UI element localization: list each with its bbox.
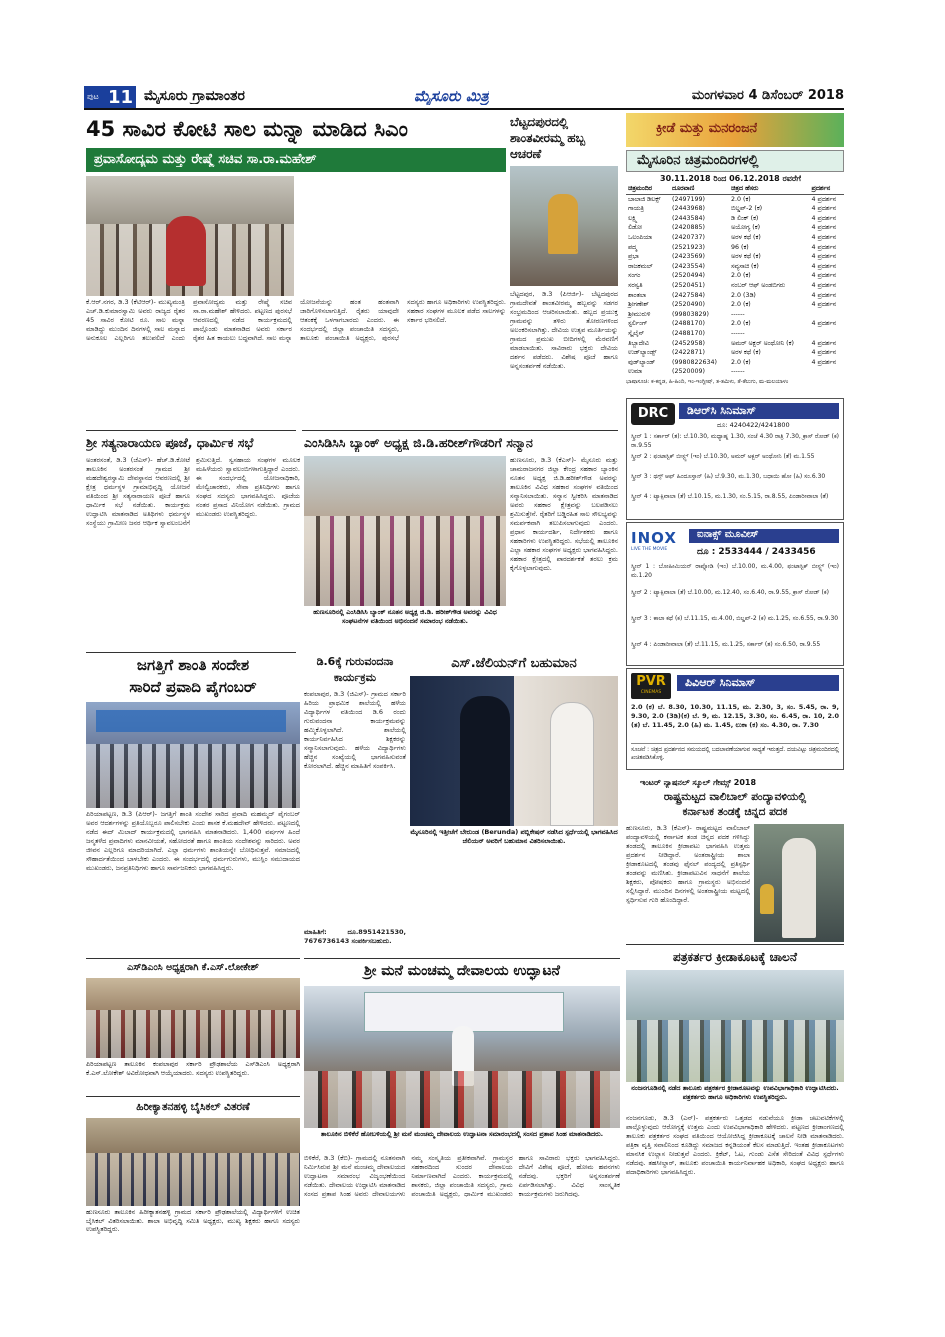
pvr-title: ಪಿವಿಆರ್ ಸಿನಿಮಾಸ್ [685, 676, 756, 689]
cinema-row [626, 291, 844, 301]
cinema-row [626, 348, 844, 358]
show-count: 4 ಪ್ರದರ್ಶನ [811, 320, 837, 328]
pvr-logo-text: PVR [636, 674, 666, 689]
temple-photo [304, 986, 620, 1128]
theatre-name: ಗಾಯತ್ರಿ [628, 205, 644, 213]
cinema-row [626, 310, 844, 320]
mcdcc-headline: ಎಂಸಿಡಿಸಿಸಿ ಬ್ಯಾಂಕ್ ಅಧ್ಯಕ್ಷ ಜಿ.ಡಿ.ಹರೀಶ್‌ಗೌಡರಿಗೆ ಸನ್ಮಾನ [304, 435, 533, 450]
athlete-figure [782, 838, 816, 938]
film-name: ಸವ್ಯಸಾಚಿ (ಕ) [730, 262, 759, 270]
temple-caption: ತಾಲೂಕಿನ ಬಿಳಿಕೆರೆ ಹೋಬಳಿಯಲ್ಲಿ ಶ್ರೀ ಮನೆ ಮಂಚಮ್ಮ ದೇವಾಲಯ ಉದ್ಘಾಟನಾ ಸಮಾರಂಭದಲ್ಲಿ ಸಂಸದ ಪ್ರತಾಪ ಸಿಂಹ ಮಾತನಾಡಿದರು. [320, 1130, 604, 1138]
inox-screen-3: ಸ್ಕ್ರೀನ್ 3 : ಕಾಲಾ ಕಥೆ (ಕ) ಬೆ.11.15, ಮ.4.00, ಬಿಲ್ಡಪ್-2 (ಕ) ಮ.1.25, ಸಂ.6.55, ರಾ.9.30 [631, 615, 839, 622]
temple-body: ಬಿಳಿಕೆರೆ, ಡಿ.3 (ಕೆಬಿ)- ಗ್ರಾಮದಲ್ಲಿ ನೂತನವಾಗಿ ನಿರ್ಮಿಸಿರುವ ಶ್ರೀ ಮನೆ ಮಂಚಮ್ಮ ದೇವಾಲಯದ ಉದ್ಘಾಟನಾ ಸಮಾರಂಭ ವಿಜೃಂಭಣೆಯಿಂದ ನಡೆಯಿತು. ದೇವಾಲಯ ಉದ್ಘಾಟಿಸಿ ಮಾತನಾಡಿದ ಸಂಸದ ಪ್ರತಾಪ ಸಿಂಹ ಅವರು ದೇವಾಲಯಗಳು ನಮ್ಮ ಸಂಸ್ಕೃತಿಯ ಪ್ರತೀಕವಾಗಿವೆ. ಗ್ರಾಮಸ್ಥರ ಸಹಕಾರದಿಂದ ಸುಂದರ ದೇವಾಲಯ ನಿರ್ಮಾಣವಾಗಿದೆ ಎಂದರು. ಕಾರ್ಯಕ್ರಮದಲ್ಲಿ ಶಾಸಕರು, ಜಿಲ್ಲಾ ಪಂಚಾಯಿತಿ ಸದಸ್ಯರು, ಗ್ರಾಮ ಪಂಚಾಯಿತಿ ಅಧ್ಯಕ್ಷರು, ಧಾರ್ಮಿಕ ಮುಖಂಡರು ಹಾಗೂ ಸಾವಿರಾರು ಭಕ್ತರು ಭಾಗವಹಿಸಿದ್ದರು. ದೇವಿಗೆ ವಿಶೇಷ ಪೂಜೆ, ಹೋಮ ಹವನಗಳು ನಡೆದವು. ಭಕ್ತರಿಗೆ ಅನ್ನಸಂತರ್ಪಣೆ ಏರ್ಪಡಿಸಲಾಗಿತ್ತು. ವಿವಿಧ ಸಾಂಸ್ಕೃತಿಕ ಕಾರ್ಯಕ್ರಮಗಳು ಜರುಗಿದವು. [304, 1154, 620, 1198]
theatre-name: ತಿಬ್ಬಾದೇವಿ [628, 339, 649, 347]
mcdcc-body-cont [304, 644, 618, 648]
cinema-language-note: ಭಾಷಾಸೂಚಿ: ಕ-ಕನ್ನಡ, ಹಿ-ಹಿಂದಿ, ಇಂ-ಇಂಗ್ಲೀಷ್, ತ-ತಮಿಳು, ತೆ-ತೆಲುಗು, ಮ-ಮಲಯಾಳಂ [626, 379, 789, 385]
show-count [810, 310, 844, 320]
lead-body: ಕೆ.ಆರ್.ನಗರ, ಡಿ.3 (ಕೆಟಿಆರ್)- ಮುಖ್ಯಮಂತ್ರಿ ಎಚ್.ಡಿ.ಕುಮಾರಸ್ವಾಮಿ ಅವರು ರಾಜ್ಯದ ರೈತರ 45 ಸಾವಿರ ಕೋಟಿ ರೂ. ಸಾಲ ಮನ್ನಾ ಮಾಡಿದ್ದು ಮುಂದಿನ ದಿನಗಳಲ್ಲಿ ಸಾಲ ಮನ್ನಾದ ಅನುಕೂಲ ಎಲ್ಲರಿಗೂ ತಲುಪಲಿದೆ ಎಂದು ಪ್ರವಾಸೋದ್ಯಮ ಮತ್ತು ರೇಷ್ಮೆ ಸಚಿವ ಸಾ.ರಾ.ಮಹೇಶ್ ಹೇಳಿದರು. ಪಟ್ಟಣದ ಪುರಸಭೆ ಆವರಣದಲ್ಲಿ ನಡೆದ ಕಾರ್ಯಕ್ರಮದಲ್ಲಿ ಪಾಲ್ಗೊಂಡು ಮಾತನಾಡಿದ ಅವರು ಸರ್ಕಾರ ರೈತರ ಹಿತ ಕಾಯಲು ಬದ್ಧವಾಗಿದೆ. ಸಾಲ ಮನ್ನಾ ಯೋಜನೆಯನ್ನು ಹಂತ ಹಂತವಾಗಿ ಜಾರಿಗೊಳಿಸಲಾಗುತ್ತಿದೆ. ರೈತರು ಯಾವುದೇ ಆತಂಕಕ್ಕೆ ಒಳಗಾಗಬಾರದು ಎಂದರು. ಈ ಸಂದರ್ಭದಲ್ಲಿ ಜಿಲ್ಲಾ ಪಂಚಾಯಿತಿ ಸದಸ್ಯರು, ತಾಲೂಕು ಪಂಚಾಯಿತಿ ಅಧ್ಯಕ್ಷರು, ಪುರಸಭೆ ಸದಸ್ಯರು ಹಾಗೂ ಅಧಿಕಾರಿಗಳು ಉಪಸ್ಥಿತರಿದ್ದರು. ಸಹಕಾರ ಸಂಘಗಳ ಮೂಲಕ ಪಡೆದ ಸಾಲಗಳನ್ನು ಸರ್ಕಾರ ಭರಿಸಲಿದೆ. [86, 298, 506, 342]
cinema-row [626, 194, 844, 204]
betta-headline: ಬೆಟ್ಟದಪುರದಲ್ಲಿ ಶಾಂತವೀರಮ್ಮ ಹಬ್ಬ ಆಚರಣೆ [510, 115, 586, 161]
press-photo [626, 970, 844, 1082]
cinema-listing-table [626, 184, 844, 377]
theatre-name: ಸ್ಕೈಲೈನ್ [628, 329, 645, 337]
masthead [84, 86, 844, 110]
cinema-subtitle: 30.11.2018 ರಿಂದ 06.12.2018 ರವರೆಗೆ [660, 174, 802, 183]
jelian-headline: ಎಸ್.ಜೆಲಿಯನ್‌ಗೆ ಬಹುಮಾನ [451, 656, 577, 671]
cinema-title: ಮೈಸೂರಿನ ಚಿತ್ರಮಂದಿರಗಳಲ್ಲಿ [637, 153, 759, 168]
drc-phone: ದೂ: 4240422/4241800 [717, 421, 790, 429]
mcdcc-photo [304, 456, 506, 606]
issue-date: ಮಂಗಳವಾರ 4 ಡಿಸೆಂಬರ್ 2018 [691, 88, 844, 103]
show-count: 4 ಪ್ರದರ್ಶನ [811, 358, 837, 366]
col-header: ದೂರವಾಣಿ [672, 185, 695, 192]
theatre-phone: (2488170) [672, 320, 705, 328]
page-number-box [84, 86, 136, 108]
volley-photo [754, 824, 844, 942]
volley-body: ಹುಣಸೂರು, ಡಿ.3 (ಕೆಎಸ್)- ರಾಷ್ಟ್ರಮಟ್ಟದ ವಾಲಿಬಾಲ್ ಪಂದ್ಯಾವಳಿಯಲ್ಲಿ ಕರ್ನಾಟಕ ತಂಡ ಚಿನ್ನದ ಪದಕ ಗಳಿಸಿದ್ದು ತಂಡದಲ್ಲಿ ತಾಲೂಕಿನ ಕ್ರೀಡಾಪಟು ಭಾಗವಹಿಸಿ ಉತ್ತಮ ಪ್ರದರ್ಶನ ನೀಡಿದ್ದಾರೆ. ಅಂತರಾಷ್ಟ್ರೀಯ ಶಾಲಾ ಕ್ರೀಡಾಕೂಟದಲ್ಲಿ ತಂಡವು ಫೈನಲ್ ಪಂದ್ಯದಲ್ಲಿ ಪ್ರತಿಸ್ಪರ್ಧಿ ತಂಡವನ್ನು ಮಣಿಸಿತು. ಕ್ರೀಡಾಪಟುವಿನ ಸಾಧನೆಗೆ ಶಾಲೆಯ ಶಿಕ್ಷಕರು, ಪೋಷಕರು ಹಾಗೂ ಗ್ರಾಮಸ್ಥರು ಅಭಿನಂದನೆ ಸಲ್ಲಿಸಿದ್ದಾರೆ. ಮುಂದಿನ ದಿನಗಳಲ್ಲಿ ಅಂತರಾಷ್ಟ್ರೀಯ ಮಟ್ಟದಲ್ಲಿ ಸ್ಪರ್ಧಿಸುವ ಗುರಿ ಹೊಂದಿದ್ದಾರೆ. [626, 824, 750, 904]
film-name: 2.0 (3ಡಿ) [730, 291, 756, 299]
col-header: ಪ್ರದರ್ಶನ [811, 185, 831, 192]
cinema-row [626, 367, 844, 377]
crowd-figures [86, 744, 300, 808]
theatre-phone: (2452958) [672, 339, 705, 347]
col-header: ಚಿತ್ರದ ಹೆಸರು [730, 185, 759, 192]
press-caption: ನಂಜನಗೂಡಿನಲ್ಲಿ ನಡೆದ ತಾಲೂಕು ಪತ್ರಕರ್ತರ ಕ್ರೀಡಾಕೂಟವನ್ನು ಉಪವಿಭಾಗಾಧಿಕಾರಿ ಉದ್ಘಾಟಿಸಿದರು. ಪತ್ರಕರ್ತರು ಹಾಗೂ ಅಧಿಕಾರಿಗಳು ಉಪಸ್ಥಿತರಿದ್ದರು. [631, 1084, 839, 1101]
stage-banner [96, 710, 286, 732]
film-name: ಅರಳ ಕಥೆ (ಕ) [730, 233, 761, 241]
theatre-phone: (2443968) [672, 205, 705, 213]
film-name: ಡಿ ಲಿಂಕ್ (ಕ) [730, 214, 759, 222]
show-count: 4 ಪ್ರದರ್ಶನ [811, 233, 837, 241]
mcdcc-caption: ಹುಣಸೂರಿನಲ್ಲಿ ಎಂಸಿಡಿಸಿಸಿ ಬ್ಯಾಂಕ್ ನೂತನ ಅಧ್ಯಕ್ಷ ಜಿ.ಡಿ. ಹರೀಶ್‌ಗೌಡ ಅವರನ್ನು ವಿವಿಧ ಸಂಘಟನೆಗಳ ವತಿಯಿಂದ ಅಭಿನಂದನೆ ಸಮಾರಂಭ ನಡೆಯಿತು. [313, 608, 497, 625]
inox-tagline: LIVE THE MOVIE [631, 547, 668, 552]
chariot-figure [548, 194, 578, 254]
inox-screen-2: ಸ್ಕ್ರೀನ್ 2 : ಟ್ಯಾಕ್ಸಿವಾಲಾ (ತೆ) ಬೆ.10.00, ಮ.12.40, ಸಂ.6.40, ರಾ.9.55, ಕ್ರಾಸ್ ರೋಡ್ (ಕ) [631, 589, 829, 596]
cinema-row [626, 339, 844, 349]
film-name: 2.0 (ಕ) [730, 195, 751, 203]
theatre-phone: (99803829) [672, 310, 709, 318]
cinema-row [626, 329, 844, 339]
theatre-phone: (2520009) [672, 368, 705, 376]
theatre-phone: (2420737) [672, 233, 705, 241]
theatre-phone: (2420885) [672, 224, 705, 232]
satya-headline: ಶ್ರೀ ಸತ್ಯನಾರಾಯಣ ಪೂಜೆ, ಧಾರ್ಮಿಕ ಸಭೆ [86, 435, 254, 450]
press-headline: ಪತ್ರಕರ್ತರ ಕ್ರೀಡಾಕೂಟಕ್ಕೆ ಚಾಲನೆ [673, 950, 797, 964]
show-count: 4 ಪ್ರದರ್ಶನ [811, 205, 837, 213]
inox-logo-text: INOX [631, 529, 677, 547]
film-name: 2.0 (ಕ) [730, 272, 751, 280]
pvr-logo [631, 673, 671, 699]
rule [86, 430, 296, 431]
theatre-phone: (2427584) [672, 291, 705, 299]
jelian-caption: ಮೈಸೂರಿನಲ್ಲಿ ಇತ್ತೀಚೆಗೆ ಬೇರುಂಡ (Berunda) ಪಬ್ಲಿಕೇಷನ್ ನಡೆಸಿದ ಸ್ಪರ್ಧೆಯಲ್ಲಿ ಭಾಗವಹಿಸಿದ ಜೆಲಿಯನ್ ಅವರಿಗೆ ಬಹುಮಾನ ವಿತರಿಸಲಾಯಿತು. [410, 828, 618, 845]
volley-headline-2: ಕರ್ನಾಟಕ ತಂಡಕ್ಕೆ ಚಿನ್ನದ ಪದಕ [682, 806, 788, 818]
show-count [810, 367, 844, 377]
film-name: 2.0 (ಕ) [730, 301, 751, 309]
volley-kicker: ಇಂಟರ್ ನ್ಯಾಷನಲ್ ಸ್ಕೂಲ್ ಗೇಮ್ಸ್ 2018 [640, 778, 757, 787]
lokesh-headline: ಎಸ್‌ಡಿಎಂಸಿ ಅಧ್ಯಕ್ಷರಾಗಿ ಕೆ.ಎಸ್.ಲೋಕೇಶ್ [127, 962, 259, 973]
mcdcc-body: ಹುಣಸೂರು, ಡಿ.3 (ಕೆಎಸ್)- ಮೈಸೂರು ಮತ್ತು ಚಾಮರಾಜನಗರ ಜಿಲ್ಲಾ ಕೇಂದ್ರ ಸಹಕಾರ ಬ್ಯಾಂಕಿನ ನೂತನ ಅಧ್ಯಕ್ಷ ಜಿ.ಡಿ.ಹರೀಶ್‌ಗೌಡ ಅವರನ್ನು ತಾಲೂಕಿನ ವಿವಿಧ ಸಹಕಾರ ಸಂಘಗಳ ವತಿಯಿಂದ ಸನ್ಮಾನಿಸಲಾಯಿತು. ಸನ್ಮಾನ ಸ್ವೀಕರಿಸಿ ಮಾತನಾಡಿದ ಅವರು ಸಹಕಾರ ಕ್ಷೇತ್ರವನ್ನು ಬಲಪಡಿಸಲು ಶ್ರಮಿಸುತ್ತೇನೆ. ರೈತರಿಗೆ ಬಡ್ಡಿರಹಿತ ಸಾಲ ಸೌಲಭ್ಯವನ್ನು ಸಮರ್ಪಕವಾಗಿ ತಲುಪಿಸಲಾಗುವುದು ಎಂದರು. ಪ್ರಧಾನ ಕಾರ್ಯದರ್ಶಿ, ನಿರ್ದೇಶಕರು ಹಾಗೂ ಸಹಕಾರಿಗಳು ಉಪಸ್ಥಿತರಿದ್ದರು. ಸಭೆಯಲ್ಲಿ ತಾಲೂಕಿನ ಎಲ್ಲಾ ಸಹಕಾರ ಸಂಘಗಳ ಅಧ್ಯಕ್ಷರು ಭಾಗವಹಿಸಿದ್ದರು. ಸಹಕಾರ ಕ್ಷೇತ್ರದಲ್ಲಿ ಪಾರದರ್ಶಕತೆ ತರಲು ಕ್ರಮ ಕೈಗೊಳ್ಳಲಾಗುವುದು. [510, 456, 618, 572]
students-figures [86, 1153, 300, 1206]
rule [86, 1096, 300, 1097]
paper-logo: ಮೈಸೂರು ಮಿತ್ರ [414, 87, 489, 105]
jelian-photo [410, 676, 618, 826]
page-label: ಪುಟ [87, 92, 99, 101]
rule [86, 652, 296, 653]
lead-subheadline-banner [86, 148, 506, 172]
theatre-name: ರಾಜಕಮಲ್ [628, 262, 653, 270]
theatre-phone: (2488170) [672, 329, 705, 337]
page-number: 11 [108, 87, 134, 108]
sports-banner-title: ಕ್ರೀಡೆ ಮತ್ತು ಮನರಂಜನೆ [656, 121, 758, 136]
jagattige-photo [86, 702, 300, 808]
drc-title: ಡಿಆರ್‌ಸಿ ಸಿನಿಮಾಸ್ [687, 404, 756, 417]
show-count: 4 ಪ್ರದರ್ಶನ [811, 224, 837, 232]
drc-logo [631, 403, 675, 425]
lokesh-photo [86, 978, 300, 1058]
film-name: ------ [730, 368, 745, 376]
film-name: 2.0 (ಕ) [730, 358, 751, 366]
show-count: 4 ಪ್ರದರ್ಶನ [811, 262, 837, 270]
theatre-phone: (2497199) [672, 195, 705, 203]
theatre-phone: (2520490) [672, 301, 705, 309]
pvr-note: ಸೂಚನೆ : ಚಿತ್ರದ ಪ್ರದರ್ಶನದ ಸಮಯದಲ್ಲಿ ಬದಲಾವಣೆಯಾಗುವ ಸಾಧ್ಯತೆ ಇರುತ್ತದೆ. ದಯವಿಟ್ಟು ಚಿತ್ರಮಂದಿರದಲ್ಲಿ ಖಚಿತಪಡಿಸಿಕೊಳ್ಳಿ. [631, 743, 839, 767]
woman-figure [550, 702, 594, 826]
show-count: 4 ಪ್ರದರ್ಶನ [811, 243, 837, 251]
theatre-name: ಸರಸ್ವತಿ [628, 281, 643, 289]
satya-body: ಅಂತರಸಂತೆ, ಡಿ.3 (ಜೆಎಸ್)- ಹೆಚ್.ಡಿ.ಕೋಟೆ ತಾಲೂಕಿನ ಅಂತರಸಂತೆ ಗ್ರಾಮದ ಶ್ರೀ ಮಹದೇಶ್ವರಸ್ವಾಮಿ ದೇವಸ್ಥಾನದ ಆವರಣದಲ್ಲಿ ಶ್ರೀ ಕ್ಷೇತ್ರ ಧರ್ಮಸ್ಥಳ ಗ್ರಾಮಾಭಿವೃದ್ಧಿ ಯೋಜನೆ ವತಿಯಿಂದ ಶ್ರೀ ಸತ್ಯನಾರಾಯಣ ಪೂಜೆ ಹಾಗೂ ಧಾರ್ಮಿಕ ಸಭೆ ನಡೆಯಿತು. ಕಾರ್ಯಕ್ರಮ ಉದ್ಘಾಟಿಸಿ ಮಾತನಾಡಿದ ಅತಿಥಿಗಳು ಧರ್ಮಸ್ಥಳ ಸಂಸ್ಥೆಯು ಗ್ರಾಮೀಣ ಜನರ ಆರ್ಥಿಕ ಸ್ವಾವಲಂಬನೆಗೆ ಶ್ರಮಿಸುತ್ತಿದೆ. ಸ್ವಸಹಾಯ ಸಂಘಗಳ ಮೂಲಕ ಮಹಿಳೆಯರು ಸ್ವಾವಲಂಬಿಗಳಾಗುತ್ತಿದ್ದಾರೆ ಎಂದರು. ಈ ಸಂದರ್ಭದಲ್ಲಿ ಯೋಜನಾಧಿಕಾರಿ, ಮೇಲ್ವಿಚಾರಕರು, ಸೇವಾ ಪ್ರತಿನಿಧಿಗಳು ಹಾಗೂ ಸಂಘದ ಸದಸ್ಯರು ಭಾಗವಹಿಸಿದ್ದರು. ಪೂಜೆಯ ನಂತರ ಪ್ರಸಾದ ವಿನಿಯೋಗ ನಡೆಯಿತು. ಗ್ರಾಮದ ಮುಖಂಡರು ಉಪಸ್ಥಿತರಿದ್ದರು. [86, 456, 300, 527]
bicycle-headline: ಹಿರೀಕ್ಯಾತನಹಳ್ಳಿ ಬೈಸಿಕಲ್ ವಿತರಣೆ [136, 1101, 250, 1113]
film-name: ಅರಳ ಕಥೆ (ಕ) [730, 349, 761, 357]
inox-screen-1: ಸ್ಕ್ರೀನ್ 1 : ಬೋಹೀಮಿಯನ್ ರಾಪ್ಸೋಡಿ (ಇಂ) ಬೆ.10.00, ಮ.4.00, ಫಂಟಾಸ್ಟಿಕ್ ಬೀಸ್ಟ್ಸ್ (ಇಂ) ಮ.1.20 [631, 563, 839, 579]
film-name: 2.0 (ಕ) [730, 320, 751, 328]
show-count: 4 ಪ್ರದರ್ಶನ [811, 301, 837, 309]
theatre-name: ಬಾಲಾಜಿ ಡಿಲಕ್ಸ್ [628, 195, 661, 203]
drc-screen-3: ಸ್ಕ್ರೀನ್ 3 : ಥಗ್ಸ್ ಆಫ್ ಹಿಂದೂಸ್ತಾನ್ (ಹಿ) ಬೆ.9.30, ಮ.1.30, ಬಧಾಯಿ ಹೋ (ಹಿ) ಸಂ.6.30 [631, 473, 826, 480]
bicycle-photo [86, 1118, 300, 1206]
show-count: 4 ಪ್ರದರ್ಶನ [811, 272, 837, 280]
inox-phone: ದೂ : 2533444 / 2433456 [697, 547, 816, 557]
theatre-phone: (2521923) [672, 243, 705, 251]
theatre-name: ಶಾಂತಲಾ [628, 291, 647, 299]
theatre-name: ಪ್ರಭಾ [628, 253, 639, 261]
theatre-name: ಸಂಗಂ [628, 272, 641, 280]
cinema-row [626, 281, 844, 291]
film-name: ಅರಳ ಕಥೆ (ಕ) [730, 253, 761, 261]
cinema-row [626, 358, 844, 368]
drc-block [626, 398, 844, 520]
jagattige-headline-2: ಸಾರಿದೆ ಪ್ರವಾದಿ ಪೈಗಂಬರ್ [129, 678, 257, 696]
theatre-name: ಲಿಡೋ [628, 224, 643, 232]
theatre-name: ಉಮಾ [628, 368, 643, 376]
drc-screen-1: ಸ್ಕ್ರೀನ್ 1 : ಸರ್ಕಾರ್ (ತ): ಬೆ.10.30, ಮಧ್ಯಾಹ್ನ 1.30, ಸಂಜೆ 4.30 ರಾತ್ರಿ 7.30, ಕ್ರಾಸ್ ರೋಡ್ (ಕ) ರಾ.9.55 [631, 433, 839, 449]
guru-headline-1: ಡಿ.6ಕ್ಕೆ ಗುರುವಂದನಾ [316, 655, 394, 668]
volley-headline-1: ರಾಷ್ಟ್ರಮಟ್ಟದ ವಾಲಿಬಾಲ್ ಪಂದ್ಯಾವಳಿಯಲ್ಲಿ [663, 791, 807, 803]
guru-phone: ಮಾಹಿತಿಗೆ: ದೂ.8951421530, 7676736143 ಸಂಪರ್ಕಿಸಬಹುದು. [304, 928, 406, 945]
drc-title-bar [679, 403, 839, 419]
betta-body: ಬೆಟ್ಟದಪುರ, ಡಿ.3 (ಪಿಆರ್ಜಿ)- ಬೆಟ್ಟದಪುರದ ಗ್ರಾಮದೇವತೆ ಶಾಂತವೀರಮ್ಮ ಹಬ್ಬವನ್ನು ಸಡಗರ ಸಂಭ್ರಮದಿಂದ ಆಚರಿಸಲಾಯಿತು. ಹಬ್ಬದ ಪ್ರಯುಕ್ತ ಗ್ರಾಮವನ್ನು ತಳಿರು ತೋರಣಗಳಿಂದ ಅಲಂಕರಿಸಲಾಗಿತ್ತು. ದೇವಿಯ ಉತ್ಸವ ಮೂರ್ತಿಯನ್ನು ಗ್ರಾಮದ ಪ್ರಮುಖ ಬೀದಿಗಳಲ್ಲಿ ಮೆರವಣಿಗೆ ಮಾಡಲಾಯಿತು. ಸಾವಿರಾರು ಭಕ್ತರು ದೇವಿಯ ದರ್ಶನ ಪಡೆದರು. ವಿಶೇಷ ಪೂಜೆ ಹಾಗೂ ಅನ್ನಸಂತರ್ಪಣೆ ನಡೆಯಿತು. [510, 290, 618, 370]
film-name: ನಂಬರ್ ಆಫ್ ಅಂಡಬಿಗರು [730, 281, 786, 289]
cinema-row [626, 243, 844, 253]
film-name: ------ [730, 329, 745, 337]
inox-title-bar [689, 529, 839, 543]
cinema-row [626, 262, 844, 272]
inox-screen-4: ಸ್ಕ್ರೀನ್ 4 : ಪಿಂಡಾರೀವಾಲಾ (ತೆ) ಬೆ.11.15, ಮ.1.25, ಸರ್ಕಾರ್ (ತ) ಸಂ.6.50, ರಾ.9.55 [631, 641, 821, 648]
crowd-figures [304, 516, 506, 606]
dignitaries-figures [304, 1071, 620, 1128]
cinema-row [626, 300, 844, 310]
show-count: 4 ಪ್ರದರ್ಶನ [811, 339, 837, 347]
bicycle-caption: ಹುಣಸೂರು ತಾಲೂಕಿನ ಹಿರೀಕ್ಯಾತನಹಳ್ಳಿ ಗ್ರಾಮದ ಸರ್ಕಾರಿ ಪ್ರೌಢಶಾಲೆಯಲ್ಲಿ ವಿದ್ಯಾರ್ಥಿಗಳಿಗೆ ಉಚಿತ ಬೈಸಿಕಲ್ ವಿತರಿಸಲಾಯಿತು. ಶಾಲಾ ಅಭಿವೃದ್ಧಿ ಸಮಿತಿ ಅಧ್ಯಕ್ಷರು, ಮುಖ್ಯ ಶಿಕ್ಷಕರು ಹಾಗೂ ಸದಸ್ಯರು ಉಪಸ್ಥಿತರಿದ್ದರು. [86, 1208, 300, 1233]
drc-screen-2: ಸ್ಕ್ರೀನ್ 2 : ಫಂಟಾಸ್ಟಿಕ್ ಬೀಸ್ಟ್ಸ್ (ಇಂ) ಬೆ.10.30, ಅಮರ್ ಅಕ್ಬರ್ ಅಂಥೋನಿ (ತೆ) ಮ.1.55 [631, 453, 815, 460]
pvr-title-bar [677, 675, 839, 691]
lead-headline: 45 ಸಾವಿರ ಕೋಟಿ ಸಾಲ ಮನ್ನಾ ಮಾಡಿದ ಸಿಎಂ [86, 117, 408, 141]
crowd-figures [626, 1020, 844, 1082]
theatre-name: ಲಕ್ಷ್ಮಿ [628, 214, 638, 222]
theatre-name: ವುಡ್‌ಲ್ಯಾಂಡ್ [628, 358, 656, 366]
trophy-figure [760, 884, 774, 914]
temple-headline: ಶ್ರೀ ಮನೆ ಮಂಚಮ್ಮ ದೇವಾಲಯ ಉದ್ಘಾಟನೆ [364, 963, 560, 979]
inox-title: ಐನಾಕ್ಸ್ ಮೂವೀಸ್ [697, 529, 759, 540]
show-count [810, 329, 844, 339]
show-count: 4 ಪ್ರದರ್ಶನ [811, 281, 837, 289]
inox-logo [631, 529, 685, 553]
rule [304, 958, 620, 959]
man-figure [460, 696, 510, 826]
theatre-name: ಒಲಂಪಿಯಾ [628, 233, 653, 241]
cinema-row [626, 271, 844, 281]
lead-subheadline: ಪ್ರವಾಸೋದ್ಯಮ ಮತ್ತು ರೇಷ್ಮೆ ಸಚಿವ ಸಾ.ರಾ.ಮಹೇಶ್ [94, 152, 317, 167]
cinema-row [626, 233, 844, 243]
cinema-header-row [626, 184, 844, 194]
jagattige-headline-1: ಜಗತ್ತಿಗೆ ಶಾಂತಿ ಸಂದೇಶ [136, 656, 250, 674]
drc-logo-text: DRC [637, 406, 669, 421]
pvr-logo-sub: CINEMAS [640, 690, 662, 695]
press-body: ನಂಜನಗೂಡು, ಡಿ.3 (ಎನ್)- ಪತ್ರಕರ್ತರು ಒತ್ತಡದ ನಡುವೆಯೂ ಕ್ರೀಡಾ ಚಟುವಟಿಕೆಗಳಲ್ಲಿ ಪಾಲ್ಗೊಳ್ಳುವುದು ಆರೋಗ್ಯಕ್ಕೆ ಉತ್ತಮ ಎಂದು ಉಪವಿಭಾಗಾಧಿಕಾರಿ ಹೇಳಿದರು. ಪಟ್ಟಣದ ಕ್ರೀಡಾಂಗಣದಲ್ಲಿ ತಾಲೂಕು ಪತ್ರಕರ್ತರ ಸಂಘದ ವತಿಯಿಂದ ಆಯೋಜಿಸಿದ್ದ ಕ್ರೀಡಾಕೂಟಕ್ಕೆ ಚಾಲನೆ ನೀಡಿ ಮಾತನಾಡಿದರು. ಪತ್ರಿಕಾ ವೃತ್ತಿ ಸವಾಲಿನಿಂದ ಕೂಡಿದ್ದು ಸಮಾಜದ ಕನ್ನಡಿಯಂತೆ ಕೆಲಸ ಮಾಡುತ್ತಿದೆ. ಇಂತಹ ಕ್ರೀಡಾಕೂಟಗಳು ಮಾನಸಿಕ ಉಲ್ಲಾಸ ನೀಡುತ್ತವೆ ಎಂದರು. ಕ್ರಿಕೆಟ್, ಓಟ, ಗುಂಡು ಎಸೆತ ಸೇರಿದಂತೆ ವಿವಿಧ ಸ್ಪರ್ಧೆಗಳು ನಡೆದವು. ತಹಸೀಲ್ದಾರ್, ತಾಲೂಕು ಪಂಚಾಯಿತಿ ಕಾರ್ಯನಿರ್ವಾಹಕ ಅಧಿಕಾರಿ, ಸಂಘದ ಅಧ್ಯಕ್ಷರು ಹಾಗೂ ಪದಾಧಿಕಾರಿಗಳು ಭಾಗವಹಿಸಿದ್ದರು. [626, 1114, 844, 1176]
guru-body: ಕಂಪಲಾಪುರ, ಡಿ.3 (ಜಿಎಸ್)- ಗ್ರಾಮದ ಸರ್ಕಾರಿ ಹಿರಿಯ ಪ್ರಾಥಮಿಕ ಶಾಲೆಯಲ್ಲಿ ಹಳೆಯ ವಿದ್ಯಾರ್ಥಿಗಳ ವತಿಯಿಂದ ಡಿ.6 ರಂದು ಗುರುವಂದನಾ ಕಾರ್ಯಕ್ರಮವನ್ನು ಹಮ್ಮಿಕೊಳ್ಳಲಾಗಿದೆ. ಶಾಲೆಯಲ್ಲಿ ಕಾರ್ಯನಿರ್ವಹಿಸಿದ ಶಿಕ್ಷಕರನ್ನು ಸನ್ಮಾನಿಸಲಾಗುವುದು. ಹಳೆಯ ವಿದ್ಯಾರ್ಥಿಗಳು ಹೆಚ್ಚಿನ ಸಂಖ್ಯೆಯಲ್ಲಿ ಭಾಗವಹಿಸುವಂತೆ ಕೋರಲಾಗಿದೆ. ಹೆಚ್ಚಿನ ಮಾಹಿತಿಗೆ ಸಂಪರ್ಕಿಸಿ. [304, 690, 406, 770]
lead-photo [86, 176, 294, 296]
theatre-phone: (2423569) [672, 253, 705, 261]
crowd-figures [86, 1010, 300, 1058]
cinema-row [626, 223, 844, 233]
show-count: 4 ಪ್ರದರ್ಶನ [811, 195, 837, 203]
pvr-showtimes: 2.0 (ಕ) ಬೆ. 8.30, 10.30, 11.15, ಮ. 2.30, 3, ಸಂ. 5.45, ರಾ. 9, 9.30, 2.0 (3ಡಿ)(ಕ) ಬೆ. 9, ಮ. 12.15, 3.30, ಸಂ. 6.45, ರಾ. 10, 2.0 (ತ) ಬೆ. 11.45, 2.0 (ಹಿ) ಮ. 1.45, ಲುಕಾ (ಕ) ಸಂ. 4.30, ರಾ. 7.30 [631, 703, 839, 729]
garland-figure [166, 216, 206, 286]
film-name: 96 (ಕ) [730, 243, 749, 251]
cinema-row [626, 252, 844, 262]
cinema-table [626, 184, 844, 390]
theatre-phone: (2520494) [672, 272, 705, 280]
film-name: ------ [730, 310, 745, 318]
theatre-phone: (2443584) [672, 214, 705, 222]
col-header: ಚಿತ್ರಮಂದಿರ [628, 185, 653, 192]
rule [302, 430, 618, 431]
cinema-row [626, 214, 844, 224]
show-count: 4 ಪ್ರದರ್ಶನ [811, 253, 837, 261]
theatre-name: ಉಡ್‌ಲ್ಯಾಂಡ್ಸ್ [628, 349, 657, 357]
theatre-name: ಸ್ಟರ್ಲಿಂಗ್ [628, 320, 648, 328]
film-name: ಬಿಲ್ಡಪ್-2 (ಕ) [730, 205, 763, 213]
theatre-name: ಶ್ರೀಮುರುಳಿ [628, 310, 651, 318]
cinema-title-bar [626, 150, 844, 172]
pvr-block [626, 668, 844, 770]
theatre-phone: (9980822634) [672, 358, 718, 366]
show-count: 4 ಪ್ರದರ್ಶನ [811, 349, 837, 357]
inox-block [626, 522, 844, 666]
section-name: ಮೈಸೂರು ಗ್ರಾಮಾಂತರ [144, 88, 245, 104]
drc-screen-4: ಸ್ಕ್ರೀನ್ 4 : ಟ್ಯಾಕ್ಸಿವಾಲಾ (ತೆ) ಬೆ.10.15, ಮ.1.30, ಸಂ.5.15, ರಾ.8.55, ಪಿಂಡಾರೀವಾಲಾ (ತೆ) [631, 493, 829, 500]
show-count: 4 ಪ್ರದರ್ಶನ [811, 291, 837, 299]
jagattige-body: ಪಿರಿಯಾಪಟ್ಟಣ, ಡಿ.3 (ಪಿಆರ್)- ಜಗತ್ತಿಗೆ ಶಾಂತಿ ಸಂದೇಶ ಸಾರಿದ ಪ್ರವಾದಿ ಮಹಮ್ಮದ್ ಪೈಗಂಬರ್ ಅವರ ಆದರ್ಶಗಳನ್ನು ಪ್ರತಿಯೊಬ್ಬರೂ ಪಾಲಿಸಬೇಕು ಎಂದು ಶಾಸಕ ಕೆ.ಮಹದೇವ್ ಹೇಳಿದರು. ಪಟ್ಟಣದಲ್ಲಿ ನಡೆದ ಈದ್ ಮಿಲಾದ್ ಕಾರ್ಯಕ್ರಮದಲ್ಲಿ ಭಾಗವಹಿಸಿ ಮಾತನಾಡಿದರು. 1,400 ವರ್ಷಗಳ ಹಿಂದೆ ಜನ್ಮತಳೆದ ಪ್ರವಾದಿಗಳು ಮಾನವೀಯತೆ, ಸಹೋದರತೆ ಹಾಗೂ ಶಾಂತಿಯ ಸಂದೇಶವನ್ನು ಸಾರಿದರು. ಅವರ ಜೀವನ ಎಲ್ಲರಿಗೂ ಮಾದರಿಯಾಗಿದೆ. ಎಲ್ಲಾ ಧರ್ಮಗಳು ಶಾಂತಿಯನ್ನೇ ಬೋಧಿಸುತ್ತವೆ. ಸಮಾಜದಲ್ಲಿ ಸೌಹಾರ್ದತೆಯಿಂದ ಬಾಳಬೇಕು ಎಂದರು. ಈ ಸಂದರ್ಭದಲ್ಲಿ ಧರ್ಮಗುರುಗಳು, ಮುಸ್ಲಿಂ ಸಮುದಾಯದ ಮುಖಂಡರು, ಜನಪ್ರತಿನಿಧಿಗಳು ಹಾಗೂ ಸಾರ್ವಜನಿಕರು ಭಾಗವಹಿಸಿದ್ದರು. [86, 810, 300, 872]
rule [626, 944, 844, 945]
lokesh-caption: ಪಿರಿಯಾಪಟ್ಟಣ ತಾಲೂಕಿನ ಕಂಪಲಾಪುರ ಸರ್ಕಾರಿ ಪ್ರೌಢಶಾಲೆಯ ಎಸ್‌ಡಿಎಂಸಿ ಅಧ್ಯಕ್ಷರಾಗಿ ಕೆ.ಎಸ್.ಲೋಕೇಶ್ ಅವಿರೋಧವಾಗಿ ಆಯ್ಕೆಯಾದರು. ಸದಸ್ಯರು ಉಪಸ್ಥಿತರಿದ್ದರು. [86, 1060, 300, 1077]
show-count: 4 ಪ್ರದರ್ಶನ [811, 214, 837, 222]
theatre-phone: (2520451) [672, 281, 705, 289]
betta-photo [510, 166, 618, 286]
guru-headline-2: ಕಾರ್ಯಕ್ರಮ [333, 671, 377, 684]
theatre-name: ಪದ್ಮ [628, 243, 637, 251]
theatre-phone: (2423554) [672, 262, 705, 270]
cinema-row [626, 319, 844, 329]
film-name: ಅಯೋಗ್ಯ (ಕ) [730, 224, 761, 232]
theatre-phone: (2422871) [672, 349, 705, 357]
film-name: ಅಮರ್ ಅಕ್ಬರ್ ಅಂಥೋನಿ (ಕ) [730, 339, 794, 347]
cinema-row [626, 204, 844, 214]
theatre-name: ಶ್ರೀಗಣೇಶ್ [628, 301, 649, 309]
sports-banner [626, 113, 844, 147]
rule [86, 958, 300, 959]
